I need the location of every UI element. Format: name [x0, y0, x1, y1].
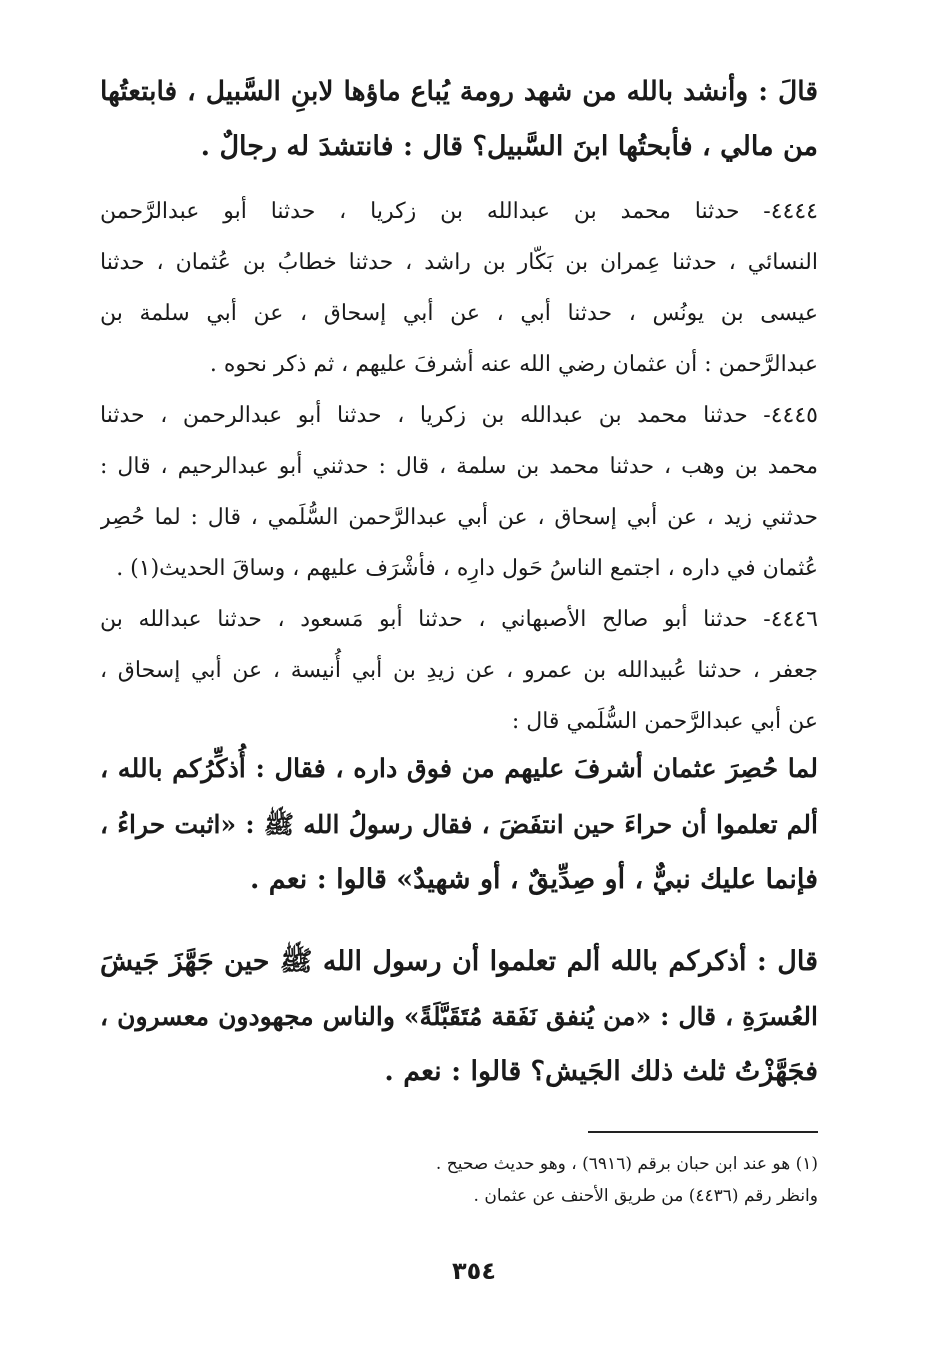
narration-paragraph-2: [100, 934, 818, 1099]
hadith-4445: [100, 390, 818, 594]
narration-paragraph-1: [100, 742, 818, 907]
text-line: قالَ : وأنشد بالله من شهد رومة يُباع ماؤها لابنِ السَّبيل ، فابتعتُها: [100, 76, 818, 107]
text-line: ٤٤٤٥- حدثنا محمد بن عبدالله بن زكريا ، حدثنا أبو عبدالرحمن ، حدثنا: [100, 403, 818, 428]
text-line: عُثمان في داره ، اجتمع الناسُ حَول دارِه ، فأشْرَف عليهم ، وساقَ الحديث(١) .: [116, 556, 818, 581]
intro-paragraph: [100, 64, 818, 174]
text-line: حدثني زيد ، عن أبي إسحاق ، عن أبي عبدالرَّحمن السُّلَمي ، قال : لما حُصِر: [100, 505, 818, 530]
text-line: جعفر ، حدثنا عُبيدالله بن عمرو ، عن زيدِ بن أبي أُنيسة ، عن أبي إسحاق ،: [100, 658, 818, 683]
footnote-separator: [588, 1131, 818, 1133]
text-line: عيسى بن يونُس ، حدثنا أبي ، عن أبي إسحاق ، عن أبي سلمة بن: [100, 301, 818, 326]
text-line: ٤٤٤٤- حدثنا محمد بن عبدالله بن زكريا ، حدثنا أبو عبدالرَّحمن: [100, 199, 818, 224]
page-number: ٣٥٤: [452, 1257, 496, 1285]
text-line: عبدالرَّحمن : أن عثمان رضي الله عنه أشرفَ عليهم ، ثم ذكر نحوه .: [209, 352, 818, 377]
text-line: من مالي ، فأبحتُها ابنَ السَّبيل؟ قال : فانتشدَ له رجالٌ .: [200, 131, 818, 162]
text-line: لما حُصِرَ عثمان أشرفَ عليهم من فوق داره ، فقال : أُذكِّرُكم بالله ،: [100, 754, 818, 784]
text-line: قال : أذكركم بالله ألم تعلموا أن رسول الله ﷺ حين جَهَّزَ جَيشَ: [100, 946, 818, 977]
footnote-line: وانظر رقم (٤٤٣٦) من طريق الأحنف عن عثمان .: [473, 1186, 818, 1206]
text-line: النسائي ، حدثنا عِمران بن بَكّار بن راشد ، حدثنا خطابُ بن عُثمان ، حدثنا: [100, 250, 818, 275]
text-line: العُسرَةِ ، قال : «من يُنفق نَفَقة مُتَقَبَّلَةً» والناس مجهودون معسرون ،: [100, 1002, 818, 1031]
text-line: فجَهَّزْتُ ثلث ذلك الجَيش؟ قالوا : نعم .: [384, 1056, 818, 1087]
footnote-line: (١) هو عند ابن حبان برقم (٦٩١٦) ، وهو حديث صحيح .: [435, 1154, 818, 1174]
hadith-4446: [100, 594, 818, 747]
text-line: عن أبي عبدالرَّحمن السُّلَمي قال :: [511, 709, 818, 734]
text-line: فإنما عليك نبيٌّ ، أو صِدِّيقٌ ، أو شهيدٌ» قالوا : نعم .: [250, 864, 818, 895]
footnotes: [300, 1148, 818, 1212]
hadith-4444: [100, 186, 818, 390]
text-line: ألم تعلموا أن حراءَ حين انتفَضَ ، فقال رسولُ الله ﷺ : «اثبت حراءُ ،: [100, 810, 818, 839]
text-line: محمد بن وهب ، حدثنا محمد بن سلمة ، قال : حدثني أبو عبدالرحيم ، قال :: [100, 454, 818, 479]
text-line: ٤٤٤٦- حدثنا أبو صالح الأصبهاني ، حدثنا أبو مَسعود ، حدثنا عبدالله بن: [100, 607, 818, 632]
